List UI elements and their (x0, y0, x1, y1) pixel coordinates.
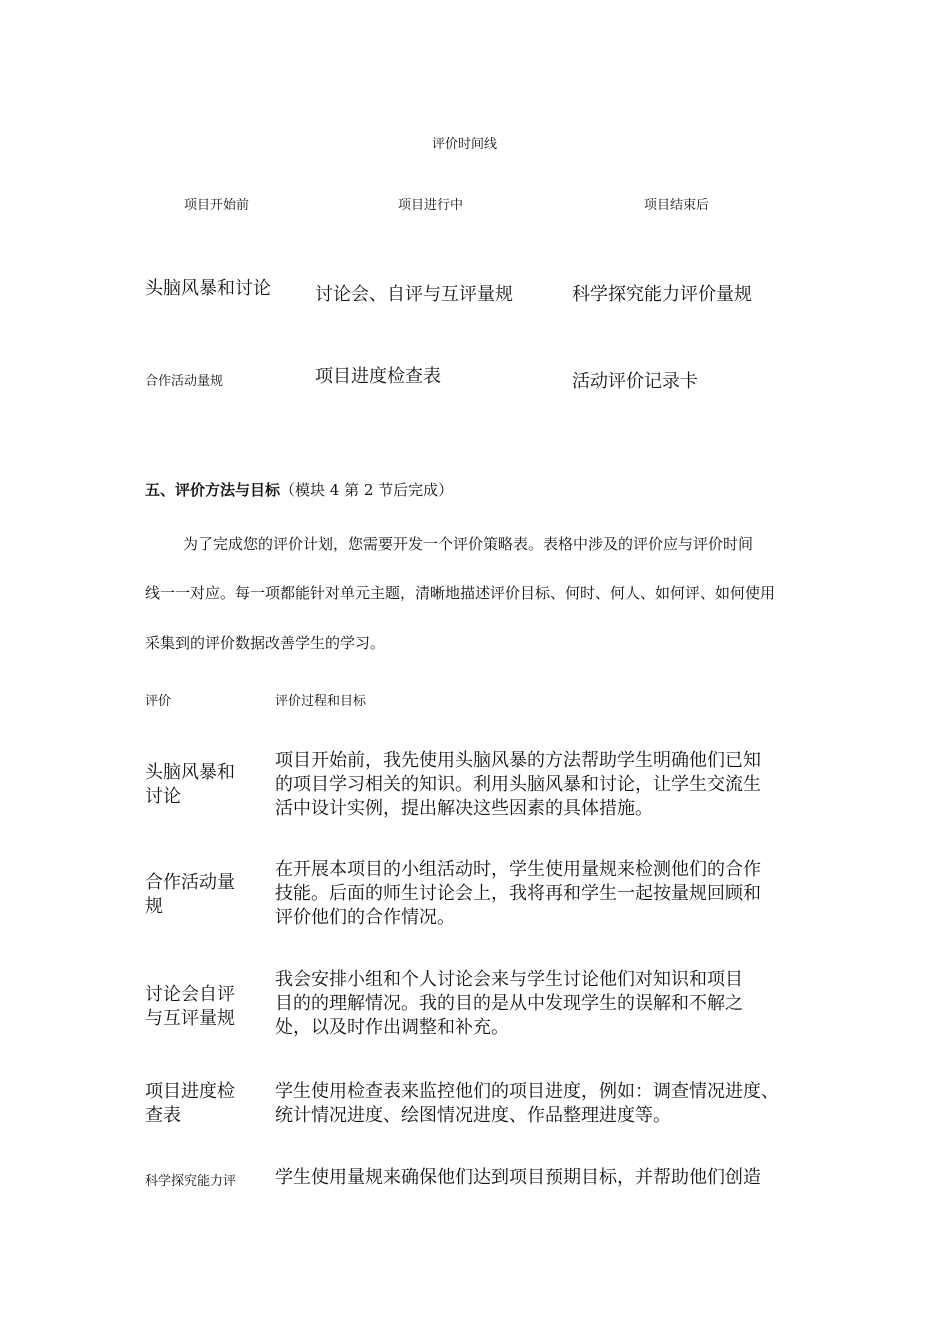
table-row-3-desc: 我会安排小组和个人讨论会来与学生讨论他们对知识和项目 目的的理解情况。我的目的是从中发现学生的误解和不解之 处，以及时作出调整和补充。 (275, 969, 743, 1038)
table-row-2-name: 合作活动量 规 (145, 872, 235, 917)
phase-before: 项目开始前 (184, 198, 250, 213)
phase-after: 项目结束后 (644, 198, 710, 213)
timeline-item-cooperation-rubric: 合作活动量规 (145, 374, 224, 389)
timeline-item-science-rubric: 科学探究能力评价量规 (572, 284, 752, 305)
table-header-assessment: 评价 (145, 694, 172, 709)
table-row-5-desc: 学生使用量规来确保他们达到项目预期目标，并帮助他们创造 (275, 1167, 761, 1188)
paragraph-line-1: 为了完成您的评价计划，您需要开发一个评价策略表。表格中涉及的评价应与评价时间 (183, 535, 754, 553)
table-row-1-desc: 项目开始前，我先使用头脑风暴的方法帮助学生明确他们已知 的项目学习相关的知识。利用头脑风暴和讨论，让学生交流生 活中设计实例，提出解决这些因素的具体措施。 (275, 750, 761, 819)
timeline-item-brainstorm: 头脑风暴和讨论 (145, 278, 271, 299)
section-heading-title: 五、评价方法与目标 (145, 481, 281, 499)
table-row-3-name: 讨论会自评 与互评量规 (145, 984, 235, 1029)
table-row-5-name: 科学探究能力评 (145, 1174, 237, 1189)
table-header-process: 评价过程和目标 (275, 694, 367, 709)
timeline-title: 评价时间线 (432, 137, 498, 152)
timeline-item-activity-card: 活动评价记录卡 (572, 371, 698, 392)
section-heading (145, 479, 453, 500)
table-row-2-desc: 在开展本项目的小组活动时，学生使用量规来检测他们的合作 技能。后面的师生讨论会上，我将再和学生一起按量规回顾和 评价他们的合作情况。 (275, 859, 761, 928)
timeline-item-discussion-rubric: 讨论会、自评与互评量规 (315, 284, 513, 305)
paragraph-line-2: 线一一对应。每一项都能针对单元主题，清晰地描述评价目标、何时、何人、如何评、如何使用 (145, 584, 776, 602)
section-heading-note: （模块 4 第 2 节后完成） (280, 481, 454, 499)
paragraph-line-3: 采集到的评价数据改善学生的学习。 (145, 634, 386, 652)
phase-during: 项目进行中 (398, 198, 464, 213)
table-row-4-name: 项目进度检 查表 (145, 1081, 235, 1126)
table-row-4-desc: 学生使用检查表来监控他们的项目进度，例如：调查情况进度、 统计情况进度、绘图情况进度、作品整理进度等。 (275, 1081, 779, 1126)
timeline-item-progress-checklist: 项目进度检查表 (315, 366, 441, 387)
table-row-1-name: 头脑风暴和 讨论 (145, 762, 235, 807)
